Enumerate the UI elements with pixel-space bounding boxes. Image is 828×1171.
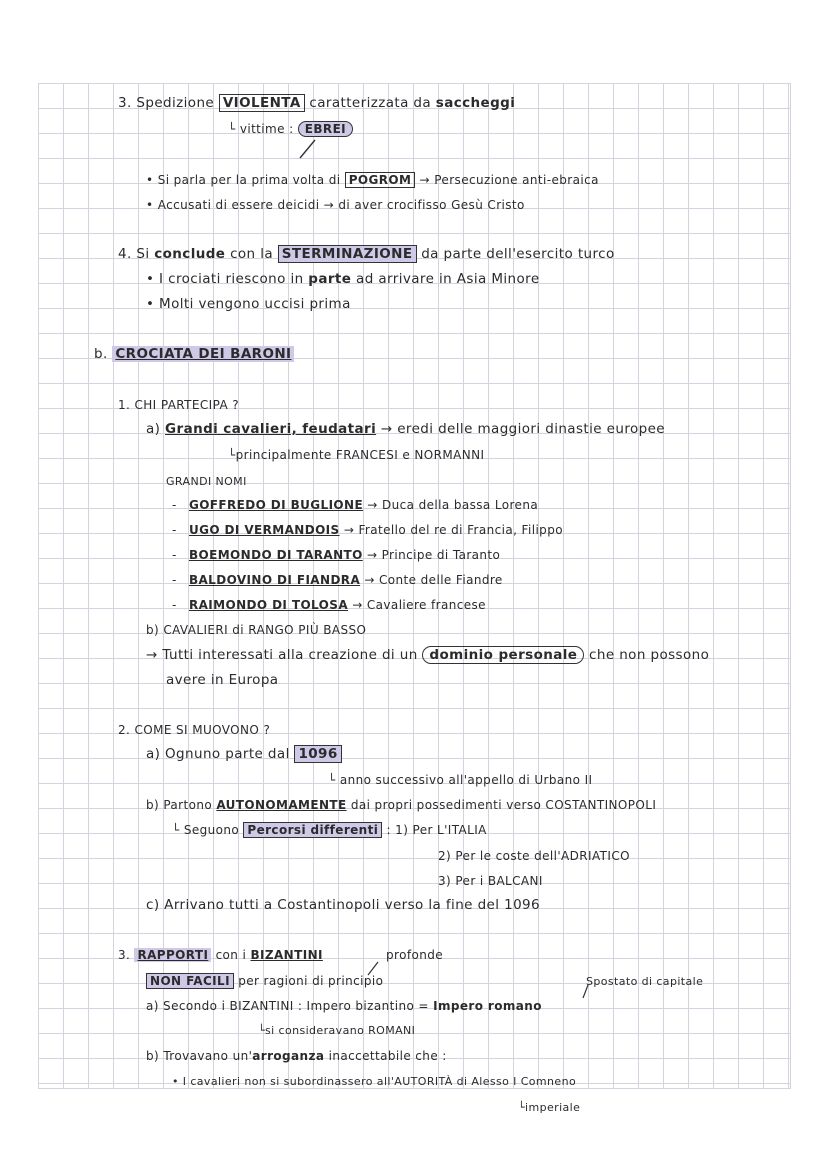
name-desc: → Duca della bassa Lorena xyxy=(367,498,539,512)
s3-b1-pre: • Si parla per la prima volta di xyxy=(146,173,341,187)
q3-non-facili: NON FACILI xyxy=(146,973,234,989)
q3-b-pre: b) Trovavano un' xyxy=(146,1049,253,1063)
dash: - xyxy=(172,573,177,587)
q3-arroganza: arroganza xyxy=(252,1049,325,1063)
s3-vittime: └ vittime : xyxy=(228,122,294,136)
q1-avere: avere in Europa xyxy=(166,672,279,688)
s3-bullet-2: • Accusati di essere deicidi → di aver crocifisso Gesù Cristo xyxy=(146,198,525,212)
q2-route-3: 3) Per i BALCANI xyxy=(438,874,543,888)
q1-a-sub: └principalmente FRANCESI e NORMANNI xyxy=(228,448,485,462)
q3-a-sub: └si consideravano ROMANI xyxy=(258,1024,416,1037)
s4-mid: con la xyxy=(230,246,274,262)
s4-line xyxy=(118,245,615,263)
q1-dominio: dominio personale xyxy=(422,646,584,664)
q1-a-pre: a) xyxy=(146,421,161,437)
q1-arrow-pre: → Tutti interessati alla creazione di un xyxy=(146,647,418,663)
s4-sterminazione: STERMINAZIONE xyxy=(278,245,417,263)
q2-year: 1096 xyxy=(294,745,341,763)
q3-a-line xyxy=(146,997,542,1015)
s3-saccheggi: saccheggi xyxy=(435,95,516,111)
s4-post: da parte dell'esercito turco xyxy=(421,246,615,262)
q3-mid: con i xyxy=(215,948,247,962)
s3-pogrom: POGROM xyxy=(345,172,416,188)
q2-percorsi: Percorsi differenti xyxy=(243,822,382,838)
q1-a-post: → eredi delle maggiori dinastie europee xyxy=(380,421,666,437)
q3-nf-post: per ragioni di principio xyxy=(238,974,384,988)
name-desc: → Fratello del re di Francia, Filippo xyxy=(343,523,563,537)
s3-mid: caratterizzata da xyxy=(309,95,432,111)
s4-parte: parte xyxy=(308,271,352,287)
s3-ebrei: EBREI xyxy=(298,121,353,137)
q1-b-line: b) CAVALIERI di RANGO PIÙ BASSO xyxy=(146,623,367,637)
name-boemondo: BOEMONDO DI TARANTO xyxy=(188,548,363,562)
name-raimondo: RAIMONDO DI TOLOSA xyxy=(188,598,349,612)
q3-rapporti: RAPPORTI xyxy=(134,948,211,962)
dash: - xyxy=(172,548,177,562)
dash: - xyxy=(172,523,177,537)
s4-b1-post: ad arrivare in Asia Minore xyxy=(356,271,540,287)
q2-a-sub: └ anno successivo all'appello di Urbano II xyxy=(328,773,593,787)
q3-spostato: Spostato di capitale xyxy=(586,975,704,988)
q2-b-post: dai propri possedimenti verso COSTANTINOPOLI xyxy=(350,798,657,812)
q2-a-pre: a) Ognuno parte dal xyxy=(146,746,290,762)
q2-b-line xyxy=(146,796,656,814)
q3-line xyxy=(118,946,323,964)
s3-number: 3. xyxy=(118,95,132,111)
s3-vittime-line xyxy=(228,120,353,138)
q2-b-bold: AUTONOMAMENTE xyxy=(216,798,347,812)
q1-arrow-line xyxy=(146,646,709,664)
q3-profonde: profonde xyxy=(386,948,444,962)
q3-impero-romano: Impero romano xyxy=(433,999,542,1013)
q3-b-post: inaccettabile che : xyxy=(328,1049,447,1063)
q1-a-bold: Grandi cavalieri, feudatari xyxy=(165,421,377,437)
name-desc: → Principe di Taranto xyxy=(366,548,501,562)
dash: - xyxy=(172,498,177,512)
s4-bullet-1 xyxy=(146,270,540,288)
s3-violenta: VIOLENTA xyxy=(219,94,305,112)
name-row xyxy=(172,546,500,564)
s4-conclude: conclude xyxy=(154,246,226,262)
name-baldovino: BALDOVINO DI FIANDRA xyxy=(188,573,361,587)
s3-b1-post: → Persecuzione anti-ebraica xyxy=(419,173,599,187)
q3-a-pre: a) Secondo i BIZANTINI : Impero bizantino = xyxy=(146,999,429,1013)
section-b-heading xyxy=(94,345,294,363)
q2-seg-line xyxy=(172,821,487,839)
s4-b1-pre: • I crociati riescono in xyxy=(146,271,304,287)
name-row xyxy=(172,571,503,589)
q2-b-pre: b) Partono xyxy=(146,798,213,812)
section-b-title: CROCIATA DEI BARONI xyxy=(112,346,294,362)
q3-b-line xyxy=(146,1047,447,1065)
s4-pre: Si xyxy=(136,246,150,262)
q1-grandi-nomi: GRANDI NOMI xyxy=(166,475,247,488)
s4-bullet-2: • Molti vengono uccisi prima xyxy=(146,296,351,312)
name-row xyxy=(172,596,486,614)
q3-nonfacili-line xyxy=(146,972,383,990)
dash: - xyxy=(172,598,177,612)
q3-number: 3. xyxy=(118,948,131,962)
s3-bullet-1 xyxy=(146,171,599,189)
q2-a-line xyxy=(146,745,342,763)
name-row xyxy=(172,496,538,514)
s4-number: 4. xyxy=(118,246,132,262)
q2-seg-pre: └ Seguono xyxy=(172,823,240,837)
q3-bullet: • I cavalieri non si subordinassero all'AUTORITÀ di Alesso I Comneno xyxy=(172,1075,577,1088)
name-goffredo: GOFFREDO DI BUGLIONE xyxy=(188,498,364,512)
q1-heading: 1. CHI PARTECIPA ? xyxy=(118,398,240,412)
section-b-label: b. xyxy=(94,346,108,362)
s3-line xyxy=(118,94,515,112)
q2-seg-post: : 1) Per L'ITALIA xyxy=(386,823,487,837)
q3-bizantini: BIZANTINI xyxy=(250,948,323,962)
q3-imperiale: └imperiale xyxy=(518,1101,581,1114)
q2-route-2: 2) Per le coste dell'ADRIATICO xyxy=(438,849,630,863)
q2-heading: 2. COME SI MUOVONO ? xyxy=(118,723,271,737)
name-desc: → Conte delle Fiandre xyxy=(364,573,503,587)
q2-c-line: c) Arrivano tutti a Costantinopoli verso la fine del 1096 xyxy=(146,897,541,913)
name-ugo: UGO DI VERMANDOIS xyxy=(188,523,340,537)
q1-a-line xyxy=(146,420,665,438)
name-desc: → Cavaliere francese xyxy=(352,598,486,612)
s3-pre: Spedizione xyxy=(136,95,215,111)
name-row xyxy=(172,521,563,539)
q1-arrow-post: che non possono xyxy=(589,647,710,663)
